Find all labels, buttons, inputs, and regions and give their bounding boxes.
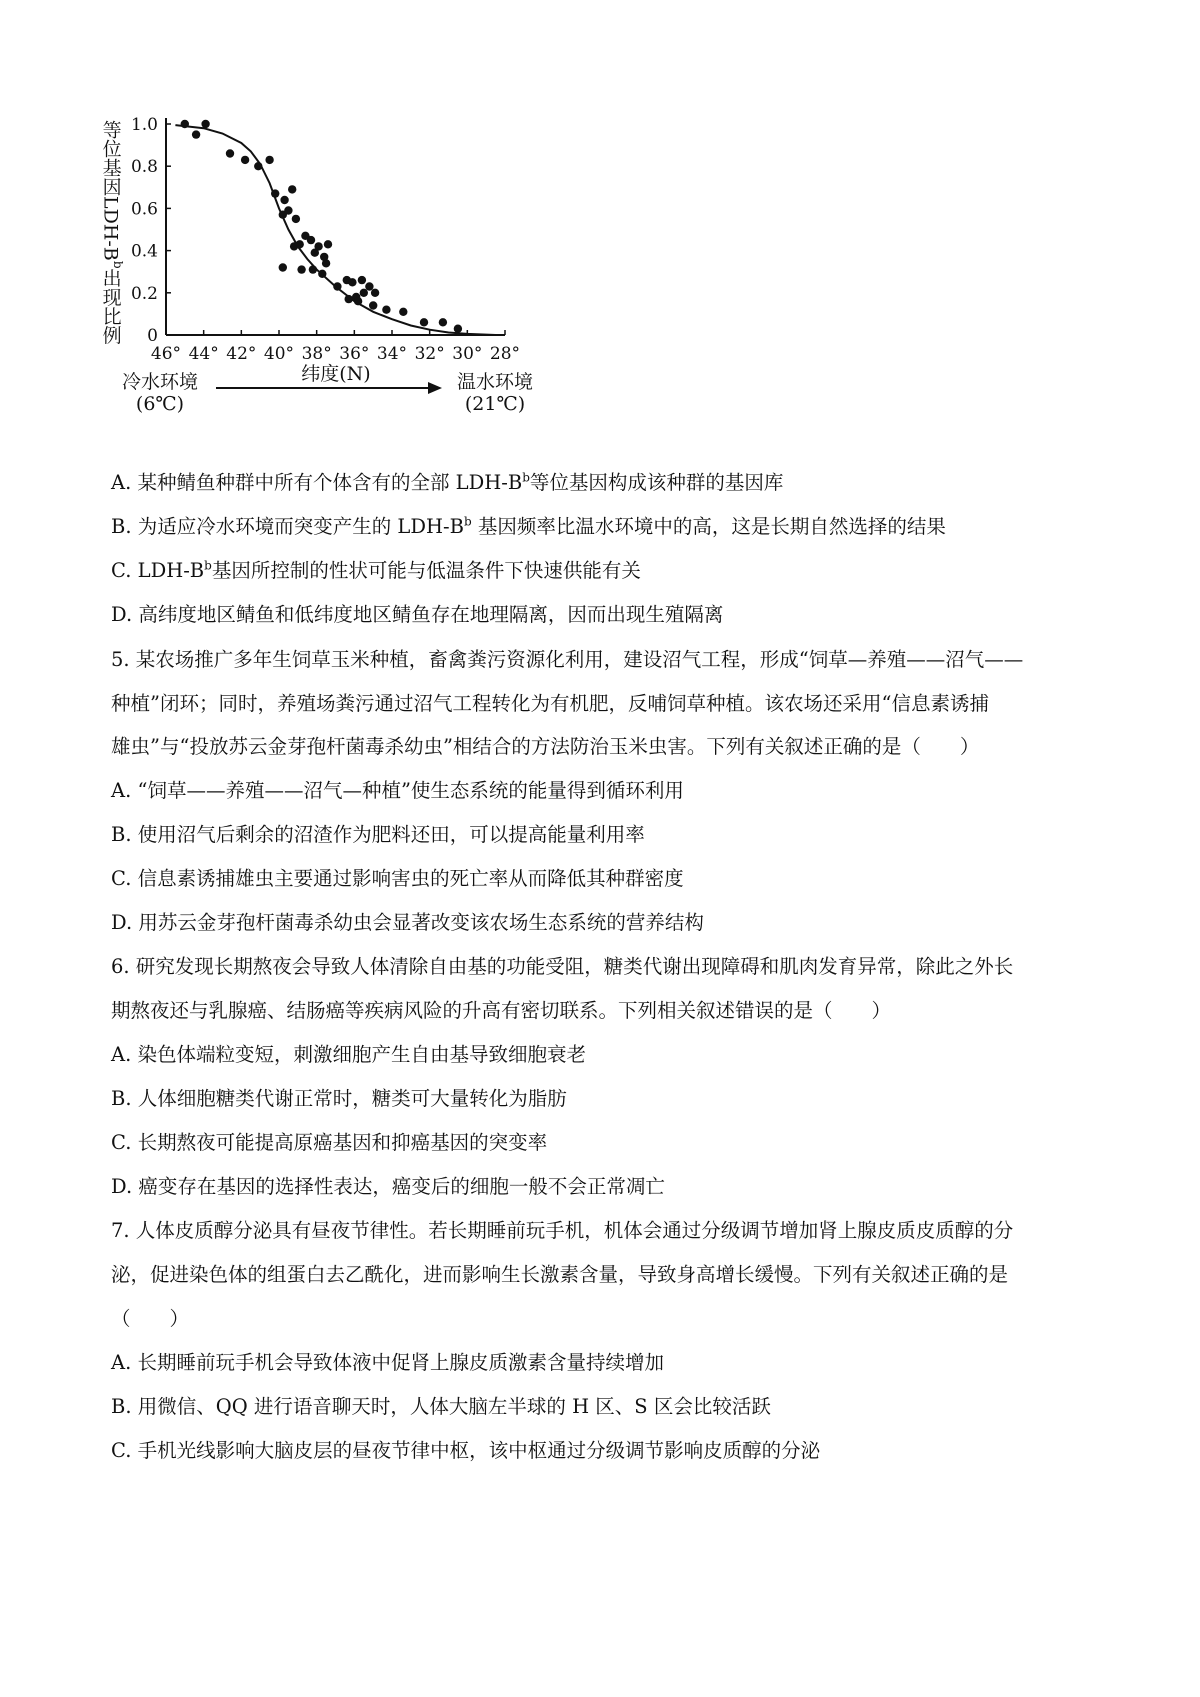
text-segment: 期熬夜还与乳腺癌、结肠癌等疾病风险的升高有密切联系。下列相关叙述错误的是（ ）	[111, 999, 892, 1022]
data-point	[271, 189, 279, 197]
text-segment: C. 长期熬夜可能提高原癌基因和抑癌基因的突变率	[111, 1131, 548, 1154]
text-line	[111, 1218, 1013, 1244]
text-line	[111, 470, 783, 496]
data-point	[181, 120, 189, 128]
x-tick-label: 40°	[263, 344, 295, 364]
text-segment: B. 人体细胞糖类代谢正常时，糖类可大量转化为脂肪	[111, 1087, 567, 1110]
superscript: b	[522, 470, 530, 485]
y-tick-label: 0.4	[130, 241, 158, 262]
text-segment: D. 癌变存在基因的选择性表达，癌变后的细胞一般不会正常凋亡	[111, 1175, 665, 1198]
text-segment: B. 用微信、QQ 进行语音聊天时，人体大脑左半球的 H 区、S 区会比较活跃	[111, 1395, 771, 1418]
text-segment: 7. 人体皮质醇分泌具有昼夜节律性。若长期睡前玩手机，机体会通过分级调节增加肾上腺皮质皮质醇的分	[111, 1219, 1014, 1242]
latitude-allele-chart	[100, 112, 570, 467]
y-label-prefix: 等位基因LDH-B	[99, 120, 122, 261]
text-segment: C. LDH-B	[111, 559, 205, 582]
data-point	[420, 318, 428, 326]
text-segment: D. 用苏云金芽孢杆菌毒杀幼虫会显著改变该农场生态系统的营养结构	[111, 911, 704, 934]
data-point	[439, 318, 447, 326]
x-tick-label: 42°	[226, 344, 257, 364]
text-segment: 基因频率比温水环境中的高，这是长期自然选择的结果	[471, 515, 946, 538]
data-point	[201, 120, 209, 128]
data-point	[297, 265, 305, 273]
data-point	[454, 325, 462, 333]
superscript: b	[463, 514, 472, 529]
text-segment: 基因所控制的性状可能与低温条件下快速供能有关	[211, 559, 641, 582]
data-point	[324, 240, 332, 248]
text-segment: 等位基因构成该种群的基因库	[529, 471, 784, 494]
text-segment: 泌，促进染色体的组蛋白去乙酰化，进而影响生长激素含量，导致身高增长缓慢。下列有关叙述正确的是	[111, 1263, 1009, 1286]
data-point	[333, 282, 341, 290]
text-line	[111, 1086, 567, 1112]
data-point	[309, 265, 317, 273]
x-tick-label: 28°	[489, 344, 521, 364]
text-segment: C. 手机光线影响大脑皮层的昼夜节律中枢，该中枢通过分级调节影响皮质醇的分泌	[111, 1439, 821, 1462]
data-point	[296, 240, 304, 248]
data-point	[354, 297, 362, 305]
warm-temp-label: (21℃)	[464, 393, 526, 415]
text-segment: D. 高纬度地区鲭鱼和低纬度地区鲭鱼存在地理隔离，因而出现生殖隔离	[111, 603, 724, 626]
data-point	[382, 306, 390, 314]
data-point	[399, 308, 407, 316]
y-tick-label: 0.6	[130, 199, 158, 220]
data-point	[371, 289, 379, 297]
x-tick-label: 38°	[301, 344, 332, 364]
data-point	[254, 162, 262, 170]
text-line	[111, 822, 645, 848]
text-line	[111, 602, 723, 628]
text-line	[111, 1394, 771, 1420]
arrow-head-icon	[428, 382, 442, 394]
text-line	[111, 647, 1023, 673]
text-line	[111, 778, 684, 804]
superscript: b	[204, 558, 212, 573]
data-point	[307, 236, 315, 244]
x-tick-label: 46°	[150, 344, 182, 364]
data-point	[280, 196, 288, 204]
y-tick-label: 1.0	[130, 115, 158, 135]
text-segment: 种植”闭环；同时，养殖场粪污通过沼气工程转化为有机肥，反哺饲草种植。该农场还采用“信息素诱捕	[111, 692, 989, 715]
text-segment: B. 为适应冷水环境而突变产生的 LDH-B	[111, 515, 464, 538]
text-line	[111, 1174, 665, 1200]
data-point	[288, 185, 296, 193]
y-label-sup: b	[111, 260, 125, 269]
text-segment: A. 长期睡前玩手机会导致体液中促肾上腺皮质激素含量持续增加	[111, 1351, 664, 1374]
text-line	[111, 514, 946, 540]
text-line	[111, 954, 1013, 980]
text-segment: A. 某种鲭鱼种群中所有个体含有的全部 LDH-B	[111, 471, 523, 494]
text-segment: 6. 研究发现长期熬夜会导致人体清除自由基的功能受阻，糖类代谢出现障碍和肌肉发育异常，除此之外长	[111, 955, 1014, 978]
text-segment: B. 使用沼气后剩余的沼渣作为肥料还田，可以提高能量利用率	[111, 823, 645, 846]
x-tick-label: 34°	[376, 344, 408, 364]
x-tick-label: 30°	[452, 344, 483, 364]
data-point	[365, 282, 373, 290]
text-segment: 雄虫”与“投放苏云金芽孢杆菌毒杀幼虫”相结合的方法防治玉米虫害。下列有关叙述正确的是（ ）	[111, 735, 980, 758]
text-line	[111, 1306, 189, 1332]
data-point	[279, 263, 287, 271]
data-point	[322, 259, 330, 267]
text-segment: 5. 某农场推广多年生饲草玉米种植，畜禽粪污资源化利用，建设沼气工程，形成“饲草—养殖——沼气——	[111, 648, 1024, 671]
data-point	[314, 242, 322, 250]
text-line	[111, 1350, 664, 1376]
text-line	[111, 998, 891, 1024]
y-tick-label: 0.8	[130, 157, 158, 178]
data-point	[284, 206, 292, 214]
text-line	[111, 866, 684, 892]
data-point	[226, 149, 234, 157]
text-line	[111, 1438, 820, 1464]
data-point	[348, 278, 356, 286]
data-point	[360, 289, 368, 297]
x-tick-label: 36°	[339, 344, 370, 364]
text-line	[111, 1130, 547, 1156]
x-axis-title: 纬度(N)	[301, 363, 371, 385]
text-line	[111, 1042, 586, 1068]
text-segment: C. 信息素诱捕雄虫主要通过影响害虫的死亡率从而降低其种群密度	[111, 867, 684, 890]
data-point	[345, 295, 353, 303]
cold-water-label: 冷水环境	[121, 371, 199, 393]
x-tick-label: 44°	[188, 344, 219, 364]
data-point	[292, 215, 300, 223]
text-line	[111, 734, 979, 760]
text-line	[111, 558, 641, 584]
data-point	[241, 156, 249, 164]
y-tick-label: 0.2	[130, 283, 158, 304]
data-point	[192, 130, 200, 138]
data-point	[318, 270, 326, 278]
text-line	[111, 910, 704, 936]
text-line	[111, 691, 989, 717]
warm-water-label: 温水环境	[456, 371, 534, 393]
text-segment: A. 染色体端粒变短，刺激细胞产生自由基导致细胞衰老	[111, 1043, 586, 1066]
data-point	[265, 156, 273, 164]
x-tick-label: 32°	[414, 344, 445, 364]
y-tick-label: 0	[147, 326, 158, 346]
chart-plot	[100, 112, 570, 467]
text-segment: （ ）	[111, 1307, 190, 1330]
data-point	[358, 276, 366, 284]
cold-temp-label: (6℃)	[135, 393, 185, 415]
text-line	[111, 1262, 1008, 1288]
text-segment: A. “饲草——养殖——沼气—种植”使生态系统的能量得到循环利用	[111, 779, 684, 802]
y-label-suffix: 出现比例	[99, 268, 122, 345]
data-point	[369, 301, 377, 309]
fitted-curve	[175, 125, 495, 335]
